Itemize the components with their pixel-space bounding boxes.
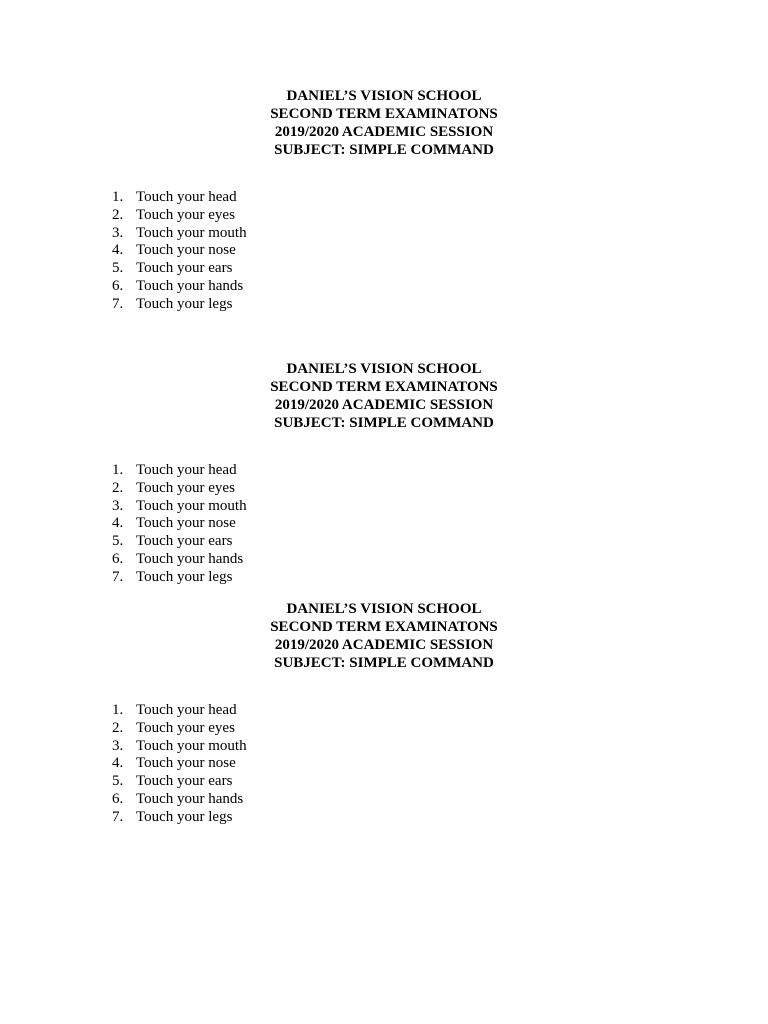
item-number: 7. [112,808,124,825]
item-text: Touch your legs [136,808,233,825]
subject-line: SUBJECT: SIMPLE COMMAND [274,415,494,431]
item-text: Touch your legs [136,295,233,312]
item-text: Touch your mouth [136,737,247,754]
section-header [0,87,768,159]
item-number: 3. [112,497,124,514]
item-number: 6. [112,277,124,294]
item-text: Touch your nose [136,755,236,772]
item-number: 2. [112,479,124,496]
item-number: 5. [112,533,124,550]
exam-term: SECOND TERM EXAMINATONS [270,619,498,635]
item-text: Touch your head [136,462,237,478]
academic-session: 2019/2020 ACADEMIC SESSION [274,397,494,413]
item-number: 4. [112,242,124,259]
item-number: 4. [112,515,124,532]
exam-section [0,360,768,585]
exam-section [0,87,768,312]
item-number: 1. [112,462,124,478]
item-number: 3. [112,737,124,754]
item-number: 6. [112,790,124,807]
section-header [0,360,768,432]
item-text: Touch your ears [136,533,233,550]
item-number: 2. [112,719,124,736]
exam-section [0,600,768,825]
item-text: Touch your hands [136,550,244,567]
subject-line: SUBJECT: SIMPLE COMMAND [274,142,494,158]
item-text: Touch your nose [136,242,236,259]
school-name: DANIEL’S VISION SCHOOL [286,601,482,617]
item-text: Touch your eyes [136,719,235,736]
item-number: 3. [112,224,124,241]
item-number: 1. [112,702,124,718]
item-text: Touch your eyes [136,479,235,496]
item-text: Touch your head [136,189,237,205]
item-number: 5. [112,773,124,790]
item-text: Touch your hands [136,790,244,807]
item-text: Touch your ears [136,773,233,790]
item-text: Touch your head [136,702,237,718]
item-text: Touch your mouth [136,224,247,241]
item-text: Touch your eyes [136,206,235,223]
item-number: 1. [112,189,124,205]
exam-term: SECOND TERM EXAMINATONS [270,379,498,395]
academic-session: 2019/2020 ACADEMIC SESSION [274,124,494,140]
item-number: 7. [112,295,124,312]
item-number: 4. [112,755,124,772]
section-header [0,600,768,672]
item-number: 5. [112,260,124,277]
school-name: DANIEL’S VISION SCHOOL [286,88,482,104]
item-text: Touch your legs [136,568,233,585]
exam-term: SECOND TERM EXAMINATONS [270,106,498,122]
academic-session: 2019/2020 ACADEMIC SESSION [274,637,494,653]
item-number: 2. [112,206,124,223]
item-text: Touch your mouth [136,497,247,514]
item-number: 7. [112,568,124,585]
item-text: Touch your nose [136,515,236,532]
subject-line: SUBJECT: SIMPLE COMMAND [274,655,494,671]
school-name: DANIEL’S VISION SCHOOL [286,361,482,377]
item-text: Touch your hands [136,277,244,294]
item-number: 6. [112,550,124,567]
item-text: Touch your ears [136,260,233,277]
